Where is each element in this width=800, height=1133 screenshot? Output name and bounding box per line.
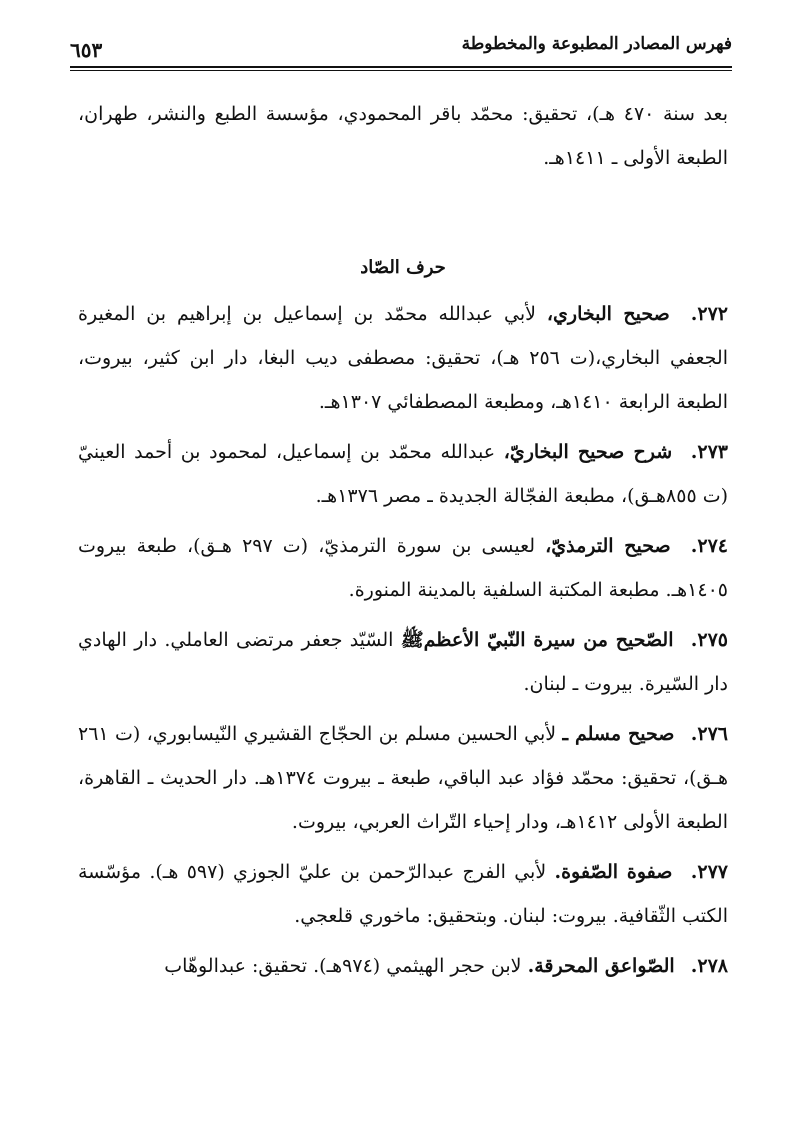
page-number: ٦٥٣ (70, 38, 103, 62)
page-body (78, 92, 728, 994)
section-heading: حرف الصّاد (360, 257, 446, 278)
bibliography-entry (78, 618, 728, 706)
entry-title: صحيح مسلم ـ (562, 723, 675, 745)
entry-title: صحيح البخاري، (546, 303, 670, 325)
entry-number: ٢٧٤. (690, 535, 729, 557)
bibliography-entry (78, 524, 728, 612)
entry-number: ٢٧٦. (690, 723, 728, 745)
entry-text: لأبي الحسين مسلم بن الحجّاج القشيري النّيسابوري، (ت ٢٦١ هـق)، تحقيق: محمّد فؤاد عبد الباقي، طبعة ـ بيروت ١٣٧٤هـ. دار الحديث ـ القاهرة، الطبعة الأولى ١٤١٢هـ، ودار إحياء التّراث العربي، بيروت. (78, 723, 728, 833)
bibliography-entry (78, 944, 728, 988)
intro-paragraph: بعد سنة ٤٧٠ هـ)، تحقيق: محمّد باقر المحمودي، مؤسسة الطبع والنشر، طهران، الطبعة الأولى ـ ١٤١١هـ. (78, 103, 728, 169)
entry-number: ٢٧٨. (690, 955, 728, 977)
entry-text: لأبي عبدالله محمّد بن إسماعيل بن إبراهيم بن المغيرة الجعفي البخاري،(ت ٢٥٦ هـ)، تحقيق: مصطفى ديب البغا، دار ابن كثير، بيروت، الطبعة الرابعة ١٤١٠هـ، ومطبعة المصطفائي ١٣٠٧هـ. (78, 303, 728, 413)
entry-text: السّيّد جعفر مرتضى العاملي. دار الهادي دار السّيرة. بيروت ـ لبنان. (78, 629, 728, 695)
entry-number: ٢٧٧. (690, 861, 728, 883)
entry-title: صفوة الصّفوة. (554, 861, 673, 883)
entry-title: صحيح الترمذيّ، (545, 535, 671, 557)
header-rule-thin (70, 70, 732, 71)
entry-number: ٢٧٣. (690, 441, 728, 463)
entry-title: الصّحيح من سيرة النّبيّ الأعظمﷺ (400, 629, 674, 651)
entry-text: لعيسى بن سورة الترمذيّ، (ت ٢٩٧ هـق)، طبعة بيروت ١٤٠٥هـ. مطبعة المكتبة السلفية بالمدينة المنورة. (78, 535, 728, 601)
bibliography-entry (78, 712, 728, 844)
bibliography-entry (78, 850, 728, 938)
bibliography-entry (78, 430, 728, 518)
entry-number: ٢٧٥. (690, 629, 728, 651)
header-rule (70, 66, 732, 68)
entry-text: لأبي الفرج عبدالرّحمن بن عليّ الجوزي (٥٩٧ هـ). مؤسّسة الكتب الثّقافية. بيروت: لبنان. وبتحقيق: ماخوري قلعجي. (78, 861, 728, 927)
entry-text: لابن حجر الهيثمي (٩٧٤هـ). تحقيق: عبدالوهّاب (164, 955, 522, 977)
bibliography-entry (78, 292, 728, 424)
entry-title: شرح صحيح البخاريّ، (503, 441, 673, 463)
entry-text: عبدالله محمّد بن إسماعيل، لمحمود بن أحمد العينيّ (ت ٨٥٥هـق)، مطبعة الفجّالة الجديدة ـ مصر ١٣٧٦هـ. (78, 441, 728, 507)
entry-number: ٢٧٢. (690, 303, 728, 325)
page-header (70, 30, 732, 70)
entry-title: الصّواعق المحرقة. (527, 955, 675, 977)
running-title: فهرس المصادر المطبوعة والمخطوطة (461, 34, 732, 54)
